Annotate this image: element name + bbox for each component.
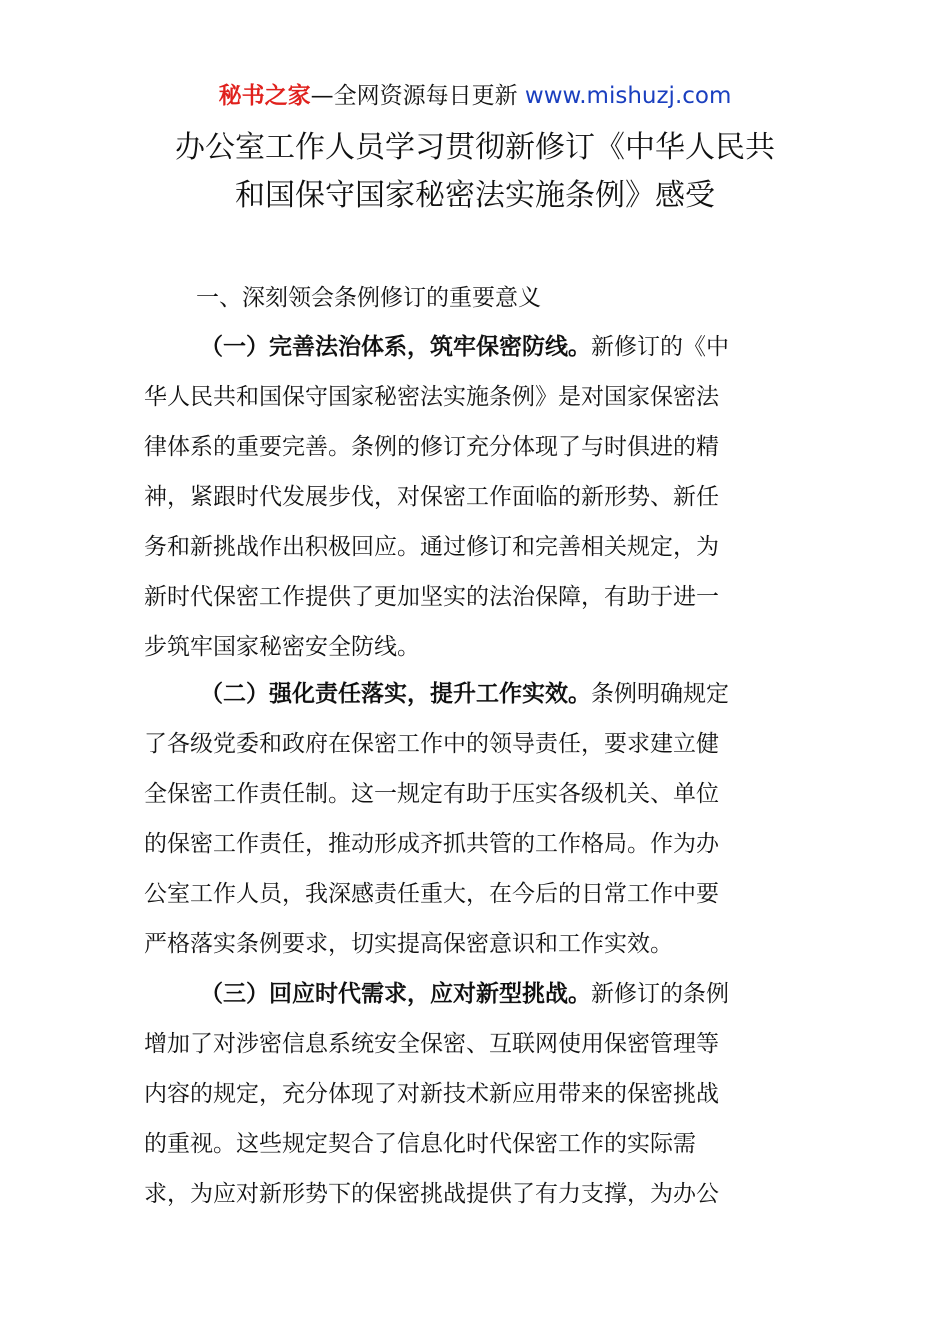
site-banner [0, 80, 950, 112]
paragraph-line: 的保密工作责任，推动形成齐抓共管的工作格局。作为办 [144, 831, 719, 857]
banner-brand: 秘书之家 [218, 83, 311, 109]
paragraph-lead: （三）回应时代需求，应对新型挑战。 [200, 981, 591, 1007]
paragraph-line: （三）回应时代需求，应对新型挑战。新修订的条例 [200, 981, 729, 1007]
paragraph-line: 了各级党委和政府在保密工作中的领导责任，要求建立健 [144, 731, 719, 757]
paragraph-2 [144, 669, 808, 969]
document-title-line-1: 办公室工作人员学习贯彻新修订《中华人民共 [175, 130, 775, 165]
paragraph-line: 公室工作人员，我深感责任重大，在今后的日常工作中要 [144, 881, 719, 907]
section-heading: 一、深刻领会条例修订的重要意义 [196, 285, 541, 311]
paragraph-line: 神，紧跟时代发展步伐，对保密工作面临的新形势、新任 [144, 484, 719, 510]
document-title [0, 124, 950, 220]
paragraph-line: 步筑牢国家秘密安全防线。 [144, 634, 420, 660]
paragraph-line: （一）完善法治体系，筑牢保密防线。新修订的《中 [200, 334, 729, 360]
paragraph-1 [144, 322, 808, 672]
banner-url-link[interactable]: www.mishuzj.com [524, 83, 732, 109]
paragraph-line: 严格落实条例要求，切实提高保密意识和工作实效。 [144, 931, 673, 957]
paragraph-line: 华人民共和国保守国家秘密法实施条例》是对国家保密法 [144, 384, 719, 410]
paragraph-line: 增加了对涉密信息系统安全保密、互联网使用保密管理等 [144, 1031, 719, 1057]
paragraph-line: 求，为应对新形势下的保密挑战提供了有力支撑，为办公 [144, 1181, 719, 1207]
banner-tagline: —全网资源每日更新 [310, 83, 518, 109]
paragraph-lead: （二）强化责任落实，提升工作实效。 [200, 681, 591, 707]
paragraph-line: 务和新挑战作出积极回应。通过修订和完善相关规定，为 [144, 534, 719, 560]
paragraph-line: 的重视。这些规定契合了信息化时代保密工作的实际需 [144, 1131, 696, 1157]
paragraph-line: 律体系的重要完善。条例的修订充分体现了与时俱进的精 [144, 434, 719, 460]
paragraph-3 [144, 969, 808, 1219]
paragraph-line: （二）强化责任落实，提升工作实效。条例明确规定 [200, 681, 729, 707]
paragraph-line: 新时代保密工作提供了更加坚实的法治保障，有助于进一 [144, 584, 719, 610]
paragraph-line: 全保密工作责任制。这一规定有助于压实各级机关、单位 [144, 781, 719, 807]
document-title-line-2: 和国保守国家秘密法实施条例》感受 [235, 178, 715, 213]
paragraph-line: 内容的规定，充分体现了对新技术新应用带来的保密挑战 [144, 1081, 719, 1107]
paragraph-lead: （一）完善法治体系，筑牢保密防线。 [200, 334, 591, 360]
